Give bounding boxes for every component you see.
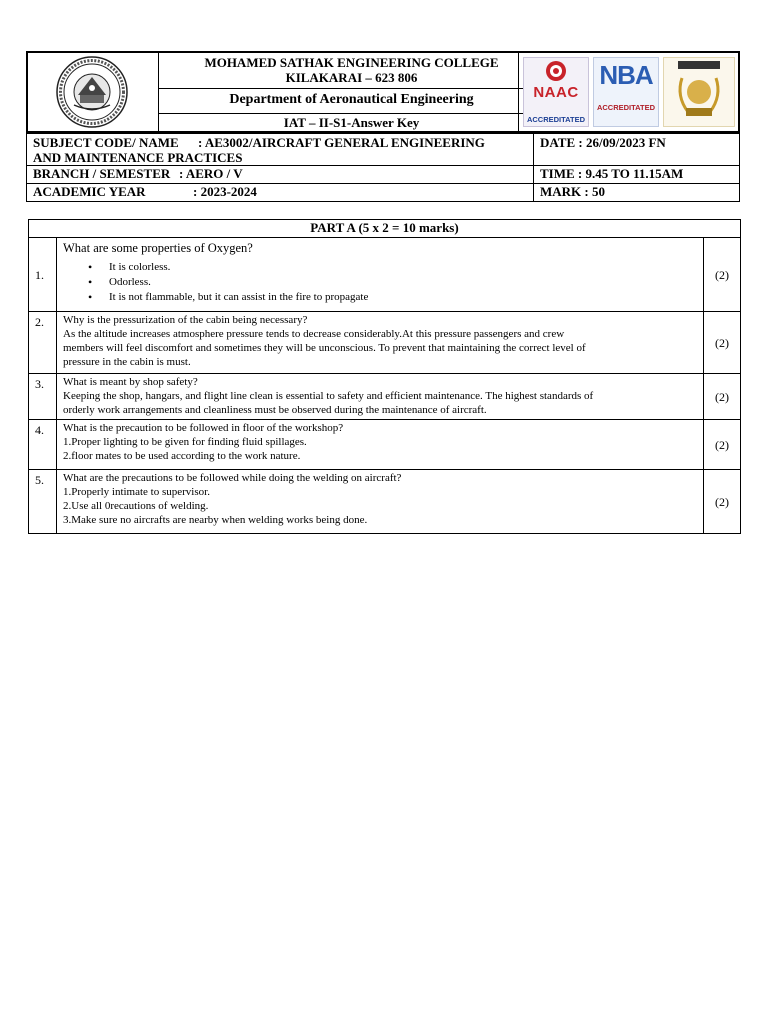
answer-line: 1.Properly intimate to supervisor. [63, 486, 210, 498]
nba-label: NBA [599, 60, 653, 90]
naac-emblem-icon [524, 58, 588, 86]
accreditation-logos [518, 53, 739, 131]
answer-line: pressure in the cabin is must. [63, 356, 191, 368]
question-marks: (2) [704, 312, 741, 374]
nba-badge [593, 57, 659, 127]
branch-label: BRANCH / SEMESTER [33, 166, 171, 181]
question-number: 4. [29, 420, 57, 470]
question-marks: (2) [704, 470, 741, 534]
answer-line: orderly work arrangements and cleanliness must be observed during the maintenance of aircraft. [63, 404, 487, 416]
academic-year-row [27, 184, 740, 202]
question-body [57, 420, 704, 470]
question-text: What are the precautions to be followed while doing the welding on aircraft? [63, 472, 402, 484]
answer-line: Keeping the shop, hangars, and flight line clean is essential to safety and efficient maintenance. The highest standards of [63, 390, 594, 402]
college-logo-cell [28, 53, 159, 131]
department-name: Department of Aeronautical Engineering [159, 89, 544, 114]
ranking-badge [663, 57, 735, 127]
answer-line: 2.floor mates to be used according to the work nature. [63, 450, 301, 462]
college-title-cell [159, 53, 544, 131]
time-cell: TIME : 9.45 TO 11.15AM [534, 166, 740, 184]
naac-badge [523, 57, 589, 127]
date-cell: DATE : 26/09/2023 FN [534, 134, 740, 166]
question-row-1 [29, 238, 741, 312]
college-location: KILAKARAI – 623 806 [285, 70, 418, 85]
answer-line: As the altitude increases atmosphere pressure tends to decrease considerably.At this pressure passengers and crew [63, 328, 565, 340]
question-body [57, 470, 704, 534]
naac-accredited-label: ACCREDITATED [526, 115, 586, 124]
question-row-4 [29, 420, 741, 470]
subject-value: : AE3002/AIRCRAFT GENERAL ENGINEERING [198, 135, 485, 150]
question-number: 2. [29, 312, 57, 374]
question-body [57, 238, 704, 312]
answer-points-list [63, 260, 697, 305]
question-number: 3. [29, 374, 57, 420]
answer-point: • It is colorless. [109, 260, 697, 275]
award-laurel-icon [664, 58, 734, 124]
college-name-block [159, 53, 544, 89]
document-header [26, 51, 740, 133]
branch-cell [27, 166, 534, 184]
branch-row [27, 166, 740, 184]
answer-line: 1.Proper lighting to be given for finding fluid spillages. [63, 436, 307, 448]
part-a-table [28, 219, 741, 534]
exam-title: IAT – II-S1-Answer Key [283, 115, 420, 130]
college-seal-logo [34, 55, 150, 129]
academic-year-label: ACADEMIC YEAR [33, 184, 146, 199]
answer-line: 3.Make sure no aircrafts are nearby when welding works being done. [63, 514, 368, 526]
question-marks: (2) [704, 374, 741, 420]
question-marks: (2) [704, 238, 741, 312]
subject-label: SUBJECT CODE/ NAME [33, 135, 179, 150]
question-row-5 [29, 470, 741, 534]
question-row-3 [29, 374, 741, 420]
question-body [57, 374, 704, 420]
question-number: 5. [29, 470, 57, 534]
college-name: MOHAMED SATHAK ENGINEERING COLLEGE [204, 55, 499, 70]
question-text: Why is the pressurization of the cabin being necessary? [63, 314, 308, 326]
question-number: 1. [29, 238, 57, 312]
answer-point: • It is not flammable, but it can assist in the fire to propagate [109, 290, 697, 305]
question-text: What is the precaution to be followed in floor of the workshop? [63, 422, 344, 434]
branch-value: : AERO / V [179, 166, 243, 181]
part-a-heading: PART A (5 x 2 = 10 marks) [29, 220, 741, 238]
question-row-2 [29, 312, 741, 374]
academic-year-cell [27, 184, 534, 202]
exam-info-table [26, 133, 740, 202]
mark-cell: MARK : 50 [534, 184, 740, 202]
nba-accredited-label: ACCREDITATED [596, 103, 656, 112]
subject-value-continued: AND MAINTENANCE PRACTICES [33, 150, 243, 165]
question-marks: (2) [704, 420, 741, 470]
answer-line: members will feel discomfort and sometimes they will be unconscious. To prevent that maintaining the correct level of [63, 342, 586, 354]
question-text: What are some properties of Oxygen? [63, 241, 253, 255]
answer-point: • Odorless. [109, 275, 697, 290]
academic-year-value: : 2023-2024 [193, 184, 257, 199]
naac-label: NAAC [533, 84, 579, 101]
part-a-heading-row [29, 220, 741, 238]
answer-line: 2.Use all 0recautions of welding. [63, 500, 209, 512]
question-body [57, 312, 704, 374]
subject-row [27, 134, 740, 166]
subject-cell [27, 134, 534, 166]
question-text: What is meant by shop safety? [63, 376, 198, 388]
